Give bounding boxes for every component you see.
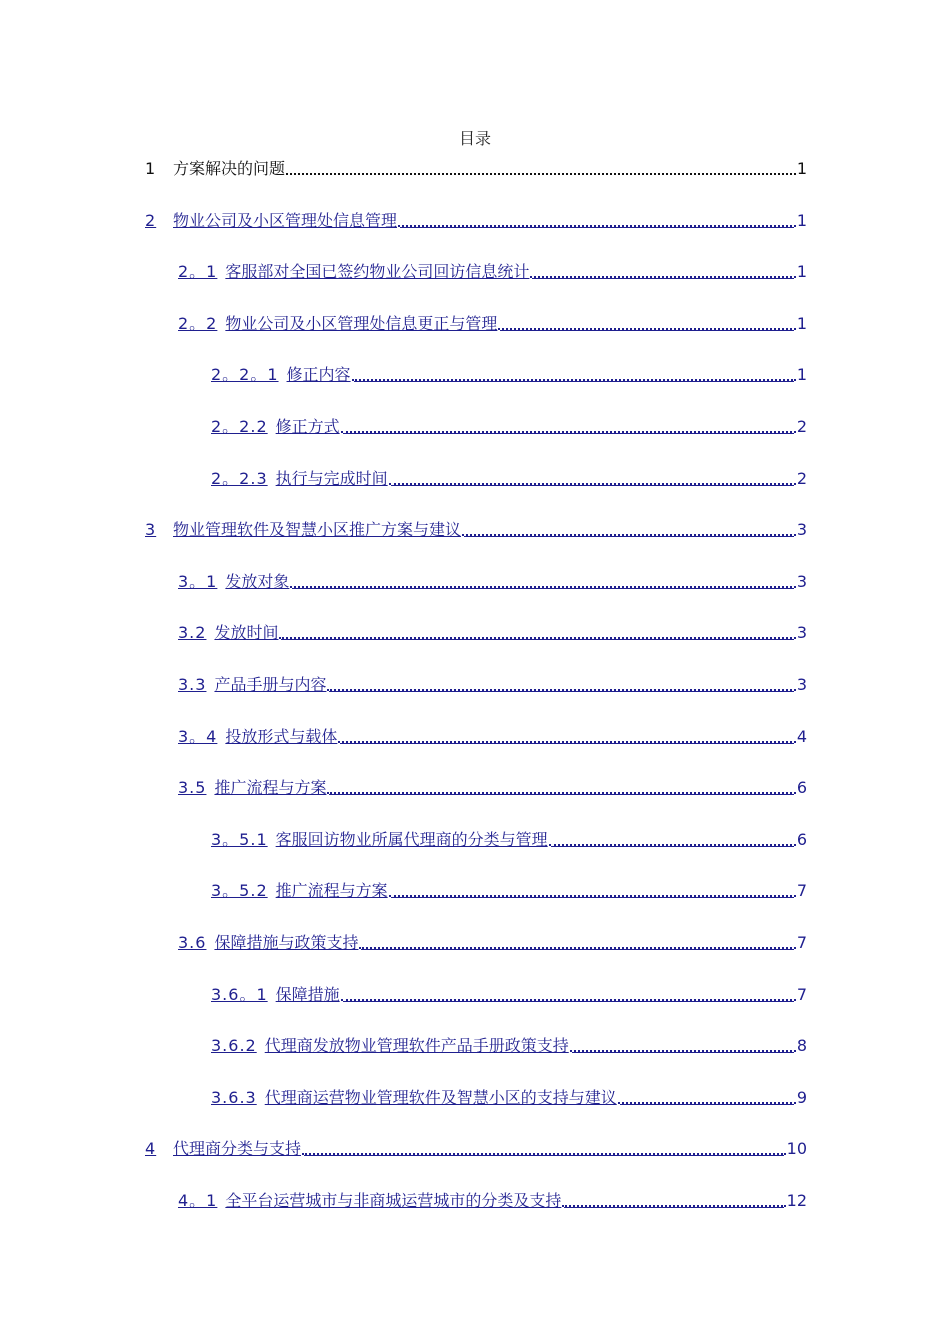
toc-leader-dots	[549, 830, 796, 846]
toc-entry-page: 1	[796, 210, 807, 230]
toc-entry-page: 7	[796, 984, 807, 1004]
toc-entry-page: 3	[796, 520, 807, 540]
toc-leader-dots	[279, 623, 795, 639]
toc-entry[interactable]	[211, 825, 807, 849]
toc-entry-label: 客服回访物业所属代理商的分类与管理	[275, 829, 548, 849]
toc-leader-dots	[618, 1088, 796, 1104]
toc-entry-number: 3.6。1	[211, 984, 268, 1004]
toc-entry-number: 2。1	[178, 262, 218, 282]
toc-entry-page: 3	[796, 623, 807, 643]
toc-entry[interactable]	[211, 412, 807, 436]
toc-entry[interactable]	[178, 257, 807, 281]
toc-entry-number: 3.2	[178, 623, 207, 643]
toc-entry-page: 1	[796, 262, 807, 282]
toc-entry-label: 修正方式	[275, 417, 340, 436]
toc-entry-page: 7	[796, 933, 807, 952]
toc-entry-label: 物业公司及小区管理处信息更正与管理	[225, 313, 498, 333]
toc-entry[interactable]	[178, 773, 807, 797]
toc-entry[interactable]	[211, 980, 807, 1004]
toc-entry-page: 3	[796, 675, 807, 694]
toc-entry-number: 3。1	[178, 571, 218, 591]
toc-entry-number: 4	[145, 1139, 157, 1159]
toc-entry-page: 7	[796, 881, 807, 901]
toc-leader-dots	[341, 417, 796, 433]
toc-entry-number: 3.5	[178, 778, 207, 798]
toc-entry[interactable]	[211, 1083, 807, 1107]
toc-entry[interactable]	[145, 206, 807, 230]
toc-entry-number: 3.6	[178, 933, 207, 952]
toc-entry-page: 6	[796, 829, 807, 849]
toc-entry-label: 代理商分类与支持	[173, 1139, 302, 1159]
toc-entry-number: 3.6.3	[211, 1087, 257, 1107]
toc-entry	[145, 154, 807, 178]
toc-entry-label: 产品手册与内容	[214, 675, 327, 694]
toc-entry-number: 2。2。1	[211, 365, 279, 385]
toc-leader-dots	[530, 262, 795, 278]
toc-entry-number: 2。2.3	[211, 468, 268, 488]
toc-leader-dots	[562, 1191, 785, 1207]
toc-entry-page: 8	[796, 1036, 807, 1056]
toc-entry-number: 3。5.2	[211, 881, 268, 901]
toc-entry-number: 2	[145, 210, 157, 230]
toc-entry[interactable]	[178, 618, 807, 642]
toc-leader-dots	[359, 933, 795, 949]
toc-entry-label: 修正内容	[286, 365, 351, 385]
toc-entry-page: 1	[796, 313, 807, 333]
toc-entry[interactable]	[211, 1031, 807, 1055]
toc-entry-number: 3。4	[178, 726, 218, 746]
toc-entry-label: 客服部对全国已签约物业公司回访信息统计	[225, 262, 530, 282]
toc-entry[interactable]	[178, 567, 807, 591]
toc-entry-label: 发放时间	[214, 623, 279, 643]
toc-entry[interactable]	[178, 1186, 807, 1210]
toc-leader-dots	[398, 211, 796, 227]
toc-leader-dots	[338, 727, 795, 743]
toc-leader-dots	[341, 985, 796, 1001]
toc-entry-label: 推广流程与方案	[214, 778, 327, 798]
toc-entry-page: 3	[796, 571, 807, 591]
toc-leader-dots	[290, 572, 795, 588]
toc-entry-number: 3。5.1	[211, 829, 268, 849]
toc-entry-page: 9	[796, 1087, 807, 1107]
toc-entry[interactable]	[178, 309, 807, 333]
toc-entry[interactable]	[178, 928, 807, 952]
toc-entry[interactable]	[178, 722, 807, 746]
toc-entry[interactable]	[211, 876, 807, 900]
toc-entry-label: 代理商运营物业管理软件及智慧小区的支持与建议	[264, 1087, 617, 1107]
toc-entry-page: 1	[796, 159, 807, 178]
toc-entry[interactable]	[145, 515, 807, 539]
toc-entry-label: 执行与完成时间	[275, 468, 388, 488]
toc-entry-number: 3.3	[178, 675, 207, 694]
toc-entry-number: 3.6.2	[211, 1036, 257, 1056]
toc-leader-dots	[352, 365, 796, 381]
toc-entry-label: 方案解决的问题	[173, 159, 286, 178]
toc-entry-label: 推广流程与方案	[275, 881, 388, 901]
toc-entry-page: 2	[796, 417, 807, 436]
toc-entry-number: 3	[145, 520, 157, 540]
toc-entry-label: 代理商发放物业管理软件产品手册政策支持	[264, 1036, 569, 1056]
toc-entry-page: 4	[796, 726, 807, 746]
toc-entry[interactable]	[178, 670, 807, 694]
toc-entry-number: 1	[145, 159, 157, 178]
toc-entry-page: 12	[786, 1191, 807, 1210]
toc-leader-dots	[302, 1139, 786, 1155]
toc-title: 目录	[458, 129, 491, 148]
toc-entry-label: 保障措施与政策支持	[214, 933, 359, 952]
toc-entry-label: 物业公司及小区管理处信息管理	[173, 210, 398, 230]
toc-entry-page: 2	[796, 468, 807, 488]
toc-leader-dots	[327, 675, 795, 691]
toc-entry-label: 保障措施	[275, 984, 340, 1004]
toc-entry-number: 2。2	[178, 313, 218, 333]
toc-entry-number: 2。2.2	[211, 417, 268, 436]
toc-leader-dots	[462, 520, 796, 536]
toc-entry-label: 全平台运营城市与非商城运营城市的分类及支持	[225, 1191, 562, 1210]
toc-entry-label: 发放对象	[225, 571, 290, 591]
toc-entry-number: 4。1	[178, 1191, 218, 1210]
toc-entry[interactable]	[211, 464, 807, 488]
toc-entry-page: 1	[796, 365, 807, 385]
toc-entry-page: 10	[786, 1139, 807, 1159]
toc-leader-dots	[389, 881, 796, 897]
toc-entry[interactable]	[211, 360, 807, 384]
toc-entry-label: 物业管理软件及智慧小区推广方案与建议	[173, 520, 462, 540]
toc-leader-dots	[570, 1036, 796, 1052]
toc-entry[interactable]	[145, 1134, 807, 1158]
toc-leader-dots	[327, 778, 795, 794]
toc-entry-label: 投放形式与载体	[225, 726, 338, 746]
toc-leader-dots	[286, 159, 796, 175]
toc-leader-dots	[389, 469, 796, 485]
toc-entry-page: 6	[796, 778, 807, 798]
toc-leader-dots	[498, 314, 795, 330]
